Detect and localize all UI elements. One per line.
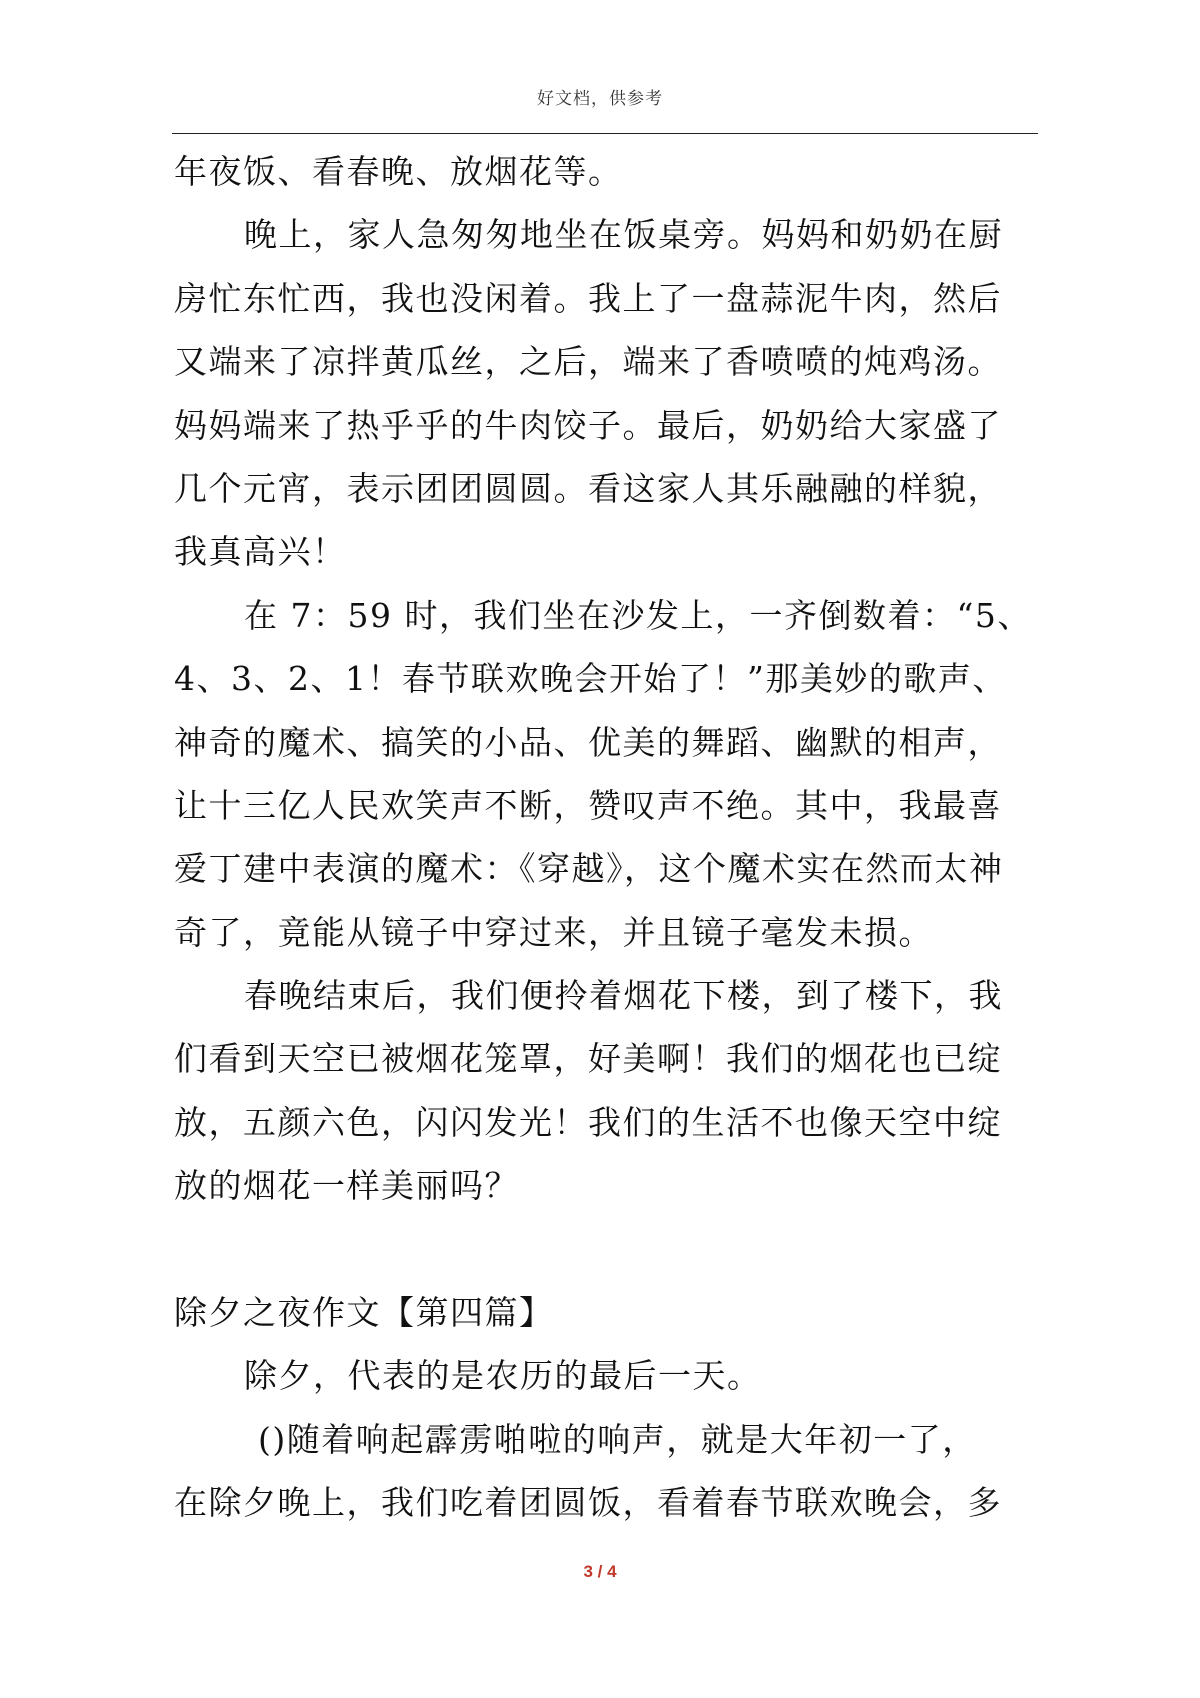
- paragraph-line: 春晚结束后，我们便拎着烟花下楼，到了楼下，我: [244, 976, 1003, 1016]
- paragraph-line: ()随着响起霹雳啪啦的响声，就是大年初一了，: [258, 1419, 977, 1459]
- paragraph-line: 在 7：59 时，我们坐在沙发上，一齐倒数着：“5、: [244, 595, 1032, 635]
- page-number: 3 / 4: [583, 1562, 617, 1581]
- document-body: [174, 140, 1044, 1535]
- paragraph-line: 在除夕晚上，我们吃着团圆饭，看着春节联欢晚会，多: [174, 1483, 1002, 1523]
- paragraph-line: 除夕，代表的是农历的最后一天。: [244, 1356, 762, 1396]
- paragraph-line: 放的烟花一样美丽吗？: [174, 1166, 519, 1206]
- paragraph-line: 爱丁建中表演的魔术：《穿越》，这个魔术实在然而太神: [174, 849, 1004, 889]
- paragraph-line: 晚上，家人急匆匆地坐在饭桌旁。妈妈和奶奶在厨: [244, 215, 1003, 255]
- paragraph-spacer: [174, 1218, 1044, 1281]
- paragraph-line: 们看到天空已被烟花笼罩，好美啊！我们的烟花也已绽: [174, 1039, 1002, 1079]
- paragraph-line: 几个元宵，表示团团圆圆。看这家人其乐融融的样貌，: [174, 468, 1002, 508]
- paragraph-line: 年夜饭、看春晚、放烟花等。: [174, 152, 623, 191]
- paragraph-line: 神奇的魔术、搞笑的小品、优美的舞蹈、幽默的相声，: [174, 722, 1002, 762]
- section-heading: 除夕之夜作文【第四篇】: [174, 1293, 554, 1333]
- paragraph-line: 让十三亿人民欢笑声不断，赞叹声不绝。其中，我最喜: [174, 785, 1002, 825]
- paragraph-line: 放，五颜六色，闪闪发光！我们的生活不也像天空中绽: [174, 1102, 1002, 1142]
- paragraph-line: 房忙东忙西，我也没闲着。我上了一盘蒜泥牛肉，然后: [174, 278, 1002, 318]
- paragraph-line: 奇了，竟能从镜子中穿过来，并且镜子毫发未损。: [174, 912, 933, 952]
- page-header: 好文档，供参考: [537, 89, 663, 109]
- paragraph-line: 4、3、2、1！春节联欢晚会开始了！”那美妙的歌声、: [174, 659, 1007, 699]
- paragraph-line: 我真高兴！: [174, 532, 347, 572]
- paragraph-line: 妈妈端来了热乎乎的牛肉饺子。最后，奶奶给大家盛了: [174, 405, 1002, 445]
- paragraph-line: 又端来了凉拌黄瓜丝，之后，端来了香喷喷的炖鸡汤。: [174, 342, 1002, 382]
- header-divider: [172, 133, 1038, 134]
